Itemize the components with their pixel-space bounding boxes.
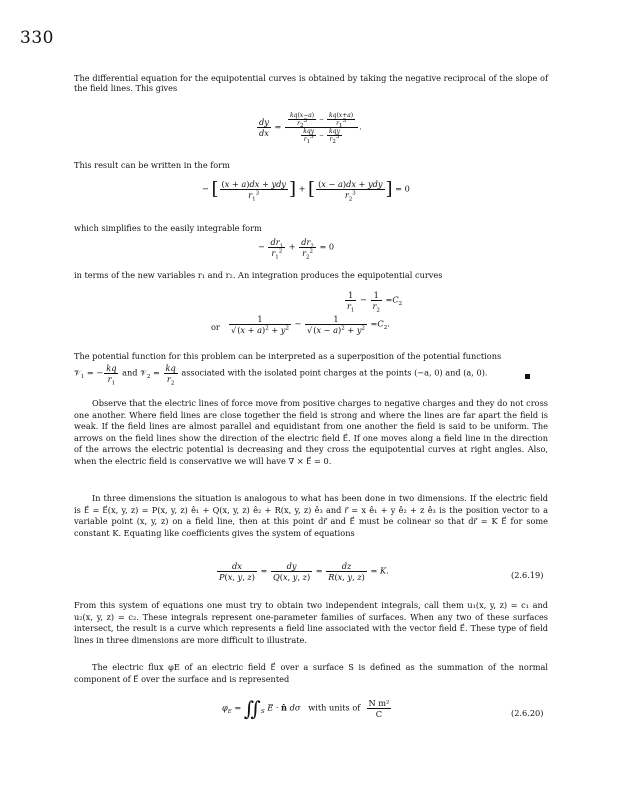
paragraph-9: The electric flux φE of an electric field E⃗ over a surface S is defined as the summation of the normal component of E⃗ over the surface and is represented [74, 662, 548, 684]
units-numerator: N m² [368, 698, 390, 708]
equation-number-2-6-20: (2.6.20) [511, 708, 544, 718]
equation-flux: $\varphi_E$ = $∬_S$ E⃗ · n̂ dσ with units of $\frac{\text{N m²}}{C}$ [222, 696, 390, 721]
and-word: and [122, 367, 138, 378]
paragraph-7: In three dimensions the situation is analogous to what has been done in two dimensions. If the electric field is E⃗ = E⃗(x, y, z) = P(x, y, z) ê₁ + Q(x, y, z) ê₂ + R(x, y, z) ê₃ and r⃗ = x ê₁ + y ê₂ + z ê₃ is the position vector to a variable point (x, y, z) on a field line, then at this point dr⃗ and E⃗ must be colinear so that dr⃗ = K E⃗ for some constant K. Equating like coefficients gives the system of equations [74, 493, 548, 538]
paragraph-6: Observe that the electric lines of force move from positive charges to negative charges and they do not cross one another. Where field lines are close together the field is strong and where the lines are far apart the field is weak. If the field lines are almost parallel and equidistant from one another the field is said to be uniform. The arrows on the field lines show the direction of the electric field E⃗. If one moves along a field line in the direction of the arrows the electric potential is decreasing and they cross the equipotential curves at right angles. Also, when the electric field is conservative we will have ∇ × E⃗ = 0. [74, 398, 548, 466]
equation-number-2-6-19: (2.6.19) [511, 570, 544, 580]
paragraph-3: which simplifies to the easily integrable form [74, 223, 262, 233]
equation-slope: $\frac{dy}{dx}$ = $\frac{kq(x-a)}{r_2^3}$ − $\frac{kq(x+a)}{r_1^3}$ $\frac{\text{kqy}}{r_1^3}$ − $\frac{\text{kqy}}{r_2^3}$ . [259, 112, 362, 146]
units-denominator: C [375, 709, 383, 719]
potential-functions-line: 𝒱$_1$ = − $\frac{kq}{r_1}$ and 𝒱$_2$ = $\frac{kq}{r_2}$ associated with the isolated point charges at the points (−a, 0) and (a, 0). [74, 363, 488, 387]
paragraph-5b-tail: associated with the isolated point charges at the points (−a, 0) and (a, 0). [181, 367, 488, 378]
paragraph-5a: The potential function for this problem can be interpreted as a superposition of the potential functions [74, 351, 502, 361]
equation-dr: − $\frac{dr_1}{r_1^2}$ + $\frac{dr_2}{r_2^2}$ = 0 [258, 237, 335, 261]
end-of-proof-square [525, 374, 530, 379]
equation-equipotential-1: $\frac{1}{r_1}$ − $\frac{1}{r_2}$ $=C_2$ [347, 290, 403, 314]
equation-equipotential-2: $\frac{1}{√(x + a)^2 + y^2}$ − $\frac{1}{√(x - a)^2 + y^2}$ $=C_2$. [231, 314, 390, 335]
equation-system: $\frac{dx}{P(x, y, z)}$ = $\frac{dy}{Q(x, y, z)}$ = $\frac{dz}{R(x, y, z)}$ = K. [219, 561, 389, 582]
paragraph-8: From this system of equations one must try to obtain two independent integrals, call them u₁(x, y, z) = c₁ and u₂(x, y, z) = c₂. These integrals represent one-parameter families of surfaces. When any two of these surfaces intersect, the result is a curve which represents a field line associated with the vector field E⃗. These type of field lines in three dimensions are more difficult to illustrate. [74, 600, 548, 645]
with-units-text: with units of [308, 702, 361, 713]
or-label: or [211, 322, 220, 332]
paragraph-4: in terms of the new variables r₁ and r₂. An integration produces the equipotential curves [74, 270, 443, 280]
page-number: 330 [20, 28, 54, 48]
equation-bracket-form: − [ $\frac{\text{(x + a)dx + ydy}}{r_1^3}$ ] + [ $\frac{\text{(x − a)dx + ydy}}{r_2^3}$ ] = 0 [202, 178, 410, 203]
paragraph-1: The differential equation for the equipotential curves is obtained by taking the negative reciprocal of the slope of the field lines. This gives [74, 73, 548, 93]
paragraph-2: This result can be written in the form [74, 160, 230, 170]
